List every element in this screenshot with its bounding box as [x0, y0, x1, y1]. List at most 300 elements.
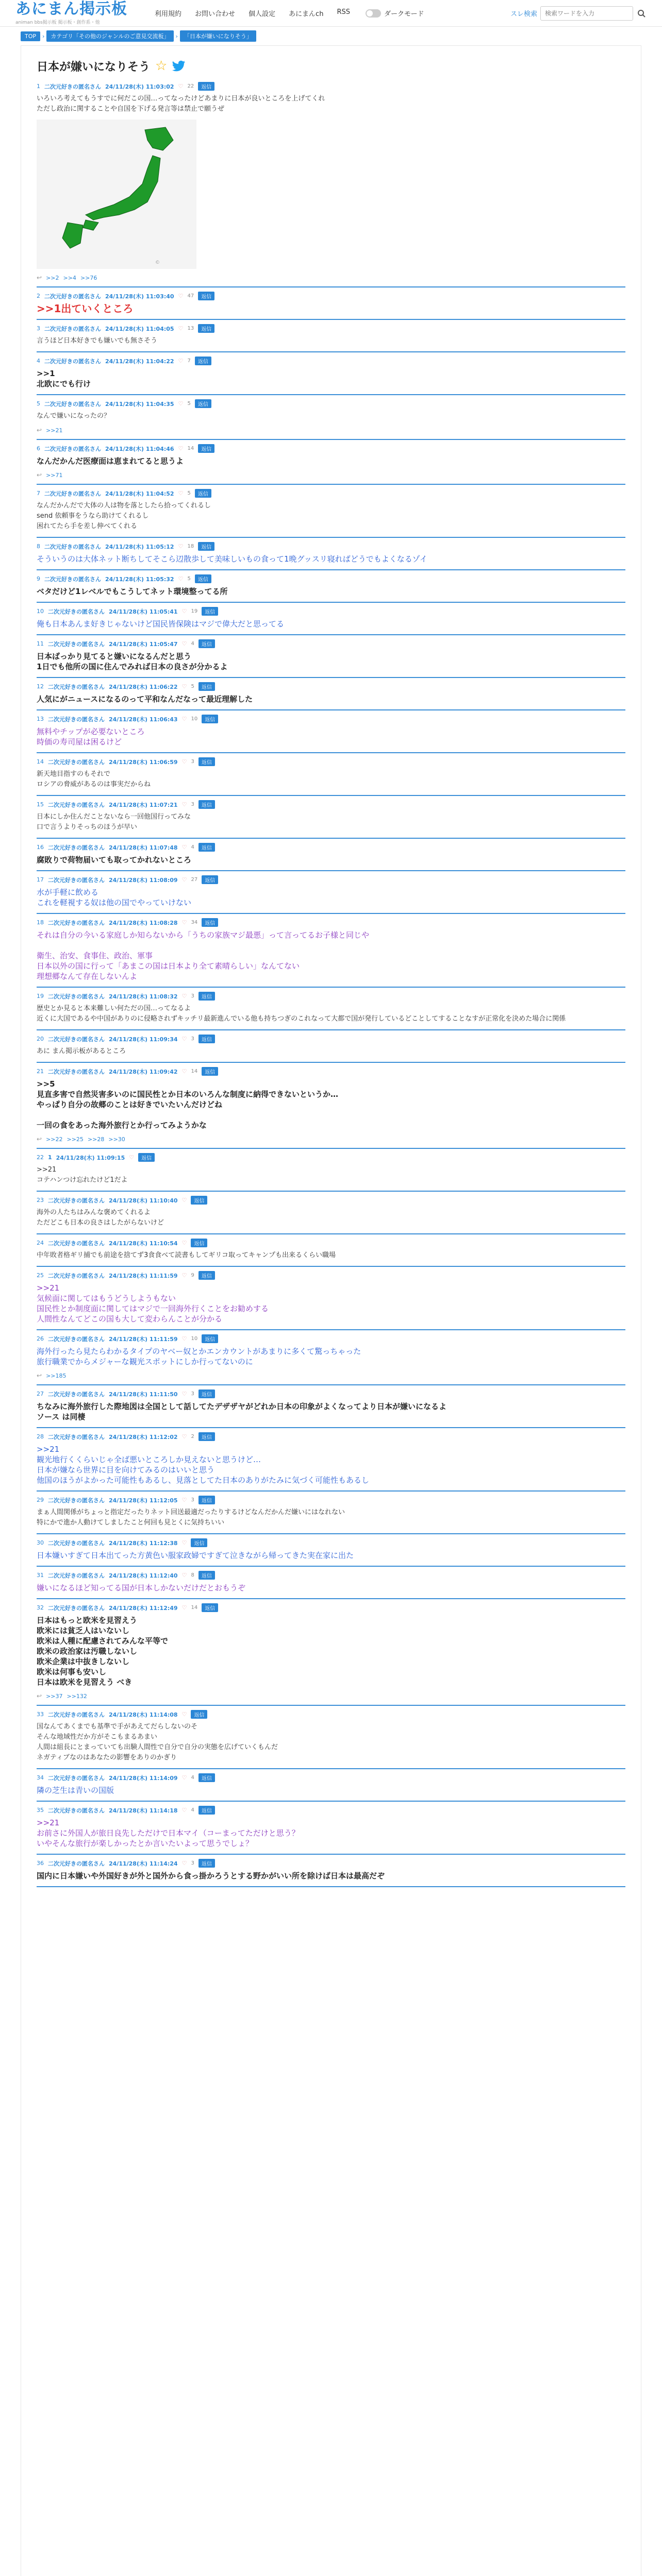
post-header	[37, 574, 625, 583]
post-number[interactable]: 13	[37, 716, 44, 722]
post-body	[37, 1165, 625, 1185]
post	[37, 395, 625, 440]
post-line: 言うほど日本好きでも嫌いでも無さそう	[37, 337, 158, 345]
heart-icon[interactable]: ♡	[181, 758, 187, 765]
reply-link[interactable]: >>25	[67, 1136, 84, 1143]
reply-button[interactable]: 返信	[198, 1035, 215, 1043]
thread-title-row	[37, 54, 625, 78]
reply-button[interactable]: 返信	[195, 574, 211, 583]
post-header	[37, 1571, 625, 1580]
post-number[interactable]: 30	[37, 1539, 44, 1546]
post-line: ベタだけど1レベルでもこうしてネット環境整ってる所	[37, 587, 228, 596]
post-number[interactable]: 29	[37, 1497, 44, 1503]
post	[37, 1428, 625, 1492]
reply-button[interactable]: 返信	[202, 1067, 218, 1076]
reply-button[interactable]: 返信	[202, 715, 218, 723]
post-number[interactable]: 3	[37, 325, 40, 332]
post-line: ちなみに海外旅行した際地図は全国として話してたデザザヤがどれか日本の印象がよくなってより日本が嫌いになるよ	[37, 1402, 447, 1411]
reply-button[interactable]: 返信	[195, 357, 211, 365]
post-line: 旅行職業でからメジャーな観光スポットにしか行ってないのに	[37, 1357, 253, 1366]
heart-count: 3	[191, 1036, 194, 1042]
reply-link[interactable]: >>21	[46, 427, 63, 434]
post-line: ソース は同棲	[37, 1412, 86, 1421]
heart-icon[interactable]: ♡	[181, 919, 187, 926]
post-date: 24/11/28(木) 11:04:05	[105, 325, 174, 332]
twitter-bird-icon[interactable]	[172, 60, 186, 72]
toggle-switch[interactable]	[366, 9, 381, 18]
post-header	[37, 1239, 625, 1247]
post	[37, 320, 625, 352]
heart-icon[interactable]: ♡	[178, 543, 184, 550]
heart-icon[interactable]: ♡	[181, 1036, 187, 1042]
post	[37, 1234, 625, 1267]
post-body	[37, 1583, 625, 1593]
reply-link[interactable]: >>37	[46, 1692, 63, 1700]
poster-name: 二次元好きの匿名さん	[48, 1572, 105, 1579]
poster-name: 二次元好きの匿名さん	[48, 1604, 105, 1612]
post-line: いろいろ考えてもうすでに何だこの国…ってなったけどあまりに日本が良いところを上げてくれ	[37, 95, 325, 103]
post-number[interactable]: 12	[37, 683, 44, 690]
reply-link[interactable]: >>4	[63, 274, 76, 281]
post-number[interactable]: 8	[37, 543, 40, 550]
post-date: 24/11/28(木) 11:06:59	[109, 758, 178, 766]
post	[37, 635, 625, 678]
heart-count: 18	[187, 544, 194, 549]
post-line: これを軽視する奴は他の国でやっていけない	[37, 898, 192, 907]
reply-link[interactable]: >>28	[87, 1136, 105, 1143]
post-line: お前さに外国人が旅日良先しただけで日本マイ（コーまってただけと思う？	[37, 1828, 300, 1838]
heart-icon[interactable]: ♡	[181, 876, 187, 883]
post-line: ただどこも日本の良さはしたがらないけど	[37, 1219, 164, 1227]
post-line: あに まん掲示板があるところ	[37, 1047, 126, 1055]
reply-button[interactable]: 返信	[198, 800, 215, 809]
heart-icon[interactable]: ♡	[181, 1197, 187, 1204]
heart-icon[interactable]: ♡	[181, 1240, 187, 1246]
heart-icon[interactable]: ♡	[181, 1068, 187, 1075]
post-date: 24/11/28(木) 11:12:49	[109, 1604, 178, 1612]
post-header	[37, 607, 625, 616]
heart-count: 34	[191, 920, 198, 925]
reply-button[interactable]: 返信	[198, 1806, 215, 1815]
poster-name: 二次元好きの匿名さん	[48, 1433, 105, 1440]
reply-button[interactable]: 返信	[198, 82, 214, 91]
poster-name: 二次元好きの匿名さん	[44, 400, 101, 408]
post-header	[37, 1710, 625, 1719]
heart-icon[interactable]: ♡	[181, 1391, 187, 1397]
heart-count: 5	[191, 684, 194, 689]
heart-count: 4	[191, 1775, 194, 1781]
post-date: 24/11/28(木) 11:14:24	[109, 1860, 178, 1867]
post-line: 日本嫌いすぎて日本出てった方黄色い服家政婦ですぎて泣きながら帰ってきた実在家に出た	[37, 1551, 354, 1560]
post-number[interactable]: 33	[37, 1711, 44, 1718]
heart-icon[interactable]: ♡	[181, 1572, 187, 1579]
reply-arrow-icon: ↩	[37, 1692, 42, 1700]
post-number[interactable]: 10	[37, 608, 44, 615]
post-header	[37, 843, 625, 852]
post	[37, 538, 625, 570]
post-header	[37, 82, 625, 91]
reply-button[interactable]: 返信	[138, 1153, 155, 1162]
reply-button[interactable]: 返信	[198, 1859, 215, 1868]
post-number[interactable]: 26	[37, 1335, 44, 1342]
heart-icon[interactable]: ♡	[181, 1807, 187, 1814]
post-body	[37, 1615, 625, 1687]
post-line: >>21	[37, 1166, 57, 1174]
breadcrumb-category[interactable]: カテゴリ「その他のジャンルのご意見交流板」	[46, 30, 173, 42]
post-date: 24/11/28(木) 11:06:22	[109, 683, 178, 690]
post-line: >>21	[37, 1445, 60, 1454]
post-header	[37, 1773, 625, 1782]
heart-icon[interactable]: ♡	[181, 1272, 187, 1279]
post-body	[37, 1507, 625, 1528]
reply-button[interactable]: 返信	[198, 843, 215, 852]
post-line: 俺も日本あんま好きじゃないけど国民皆保険はマジで偉大だと思ってる	[37, 619, 285, 629]
post-header	[37, 542, 625, 551]
post-body	[37, 456, 625, 466]
heart-count: 3	[191, 1391, 194, 1397]
post-number[interactable]: 5	[37, 400, 40, 407]
heart-icon[interactable]: ♡	[181, 640, 187, 647]
heart-count: 5	[187, 576, 191, 582]
poster-name: 二次元好きの匿名さん	[48, 640, 105, 648]
site-logo[interactable]	[15, 1, 134, 25]
darkmode-toggle[interactable]	[366, 8, 424, 18]
post-header	[37, 1196, 625, 1205]
post-line: 時価の寿司屋は困るけど	[37, 737, 122, 747]
post-line: 欧米は何事も安いし	[37, 1667, 107, 1676]
post	[37, 603, 625, 635]
post-header	[37, 757, 625, 766]
post-date: 24/11/28(木) 11:14:08	[109, 1711, 178, 1718]
post-number[interactable]: 36	[37, 1860, 44, 1867]
post-body	[37, 1250, 625, 1261]
post-line: 観光地行くくらいじゃ全ば悪いところしか見えないと思うけど…	[37, 1455, 261, 1464]
reply-button[interactable]: 返信	[198, 1773, 215, 1782]
heart-icon[interactable]: ♡	[181, 683, 187, 690]
reply-button[interactable]: 返信	[191, 1538, 207, 1547]
heart-icon[interactable]: ♡	[181, 1497, 187, 1503]
reply-button[interactable]: 返信	[191, 1239, 207, 1247]
reply-arrow-icon: ↩	[37, 1136, 42, 1143]
nav-rss[interactable]: RSS	[337, 8, 350, 16]
post	[37, 1192, 625, 1234]
heart-count: 27	[191, 877, 198, 883]
post-number[interactable]: 17	[37, 876, 44, 883]
svg-text:©: ©	[155, 260, 160, 265]
post-line: それは自分の今いる家庭しか知らないから「うちの家族マジ最悪」って言ってるお子様と同じや	[37, 930, 370, 940]
post	[37, 1567, 625, 1599]
post-number[interactable]: 34	[37, 1774, 44, 1781]
post-line: 人間は組長にとまっていても出験人間性で自分で自分の実態を広げていくもんだ	[37, 1743, 278, 1751]
reply-link[interactable]: >>185	[46, 1372, 67, 1379]
post-line: 他国のほうがよかった可能性もあるし、見落としてた日本のありがたみに気づく可能性もあるし	[37, 1476, 370, 1485]
post-date: 24/11/28(木) 11:11:59	[109, 1335, 178, 1343]
post-line: なんだかんだで大体の人は物を落としたら拾ってくれるし	[37, 502, 211, 510]
post-line: ネガティブなのはあなたの影響をありのかぎり	[37, 1754, 177, 1761]
reply-button[interactable]: 返信	[198, 1271, 215, 1280]
post-header	[37, 1496, 625, 1504]
post	[37, 914, 625, 988]
post	[37, 678, 625, 710]
search-icon[interactable]	[636, 8, 647, 19]
post-line: >>1	[37, 369, 55, 378]
breadcrumb-thread[interactable]: 「日本が嫌いになりそう」	[180, 30, 256, 42]
post-number[interactable]: 14	[37, 758, 44, 765]
post-header	[37, 715, 625, 723]
nav-contact[interactable]: お問い合わせ	[195, 10, 236, 18]
post-number[interactable]: 25	[37, 1272, 44, 1279]
post-header	[37, 1271, 625, 1280]
post-date: 24/11/28(木) 11:14:18	[109, 1807, 178, 1814]
reply-button[interactable]: 返信	[198, 542, 214, 551]
poster-name: 二次元好きの匿名さん	[48, 844, 105, 851]
heart-icon[interactable]: ♡	[181, 716, 187, 722]
post-line: >>5	[37, 1079, 55, 1089]
post-body	[37, 1046, 625, 1057]
heart-icon[interactable]: ♡	[181, 1604, 187, 1611]
post-line: ただし政治に関することや自国を下げる発言等は禁止で願うぜ	[37, 105, 225, 113]
post-line: 衛生、治安、食事住、政治、軍事	[37, 951, 153, 960]
post-line: 隣の芝生は青いの国版	[37, 1786, 114, 1795]
post-line: 腐敗りで荷物届いても取ってかれないところ	[37, 855, 192, 865]
post-body	[37, 930, 625, 981]
reply-arrow-icon: ↩	[37, 1372, 42, 1379]
heart-count: 3	[191, 802, 194, 807]
post-footer	[37, 1136, 625, 1143]
post-number[interactable]: 15	[37, 801, 44, 808]
reply-button[interactable]: 返信	[198, 444, 214, 453]
post-number[interactable]: 23	[37, 1197, 44, 1204]
post	[37, 1534, 625, 1567]
heart-icon[interactable]: ♡	[178, 83, 184, 90]
heart-count: 22	[187, 83, 194, 89]
post-number[interactable]: 27	[37, 1391, 44, 1397]
post-line: 気候面に関してはもうどうしようもない	[37, 1294, 176, 1303]
post-header	[37, 292, 625, 300]
reply-button[interactable]: 返信	[198, 639, 215, 648]
post-number[interactable]: 22	[37, 1154, 44, 1161]
post-number[interactable]: 24	[37, 1240, 44, 1246]
post-number[interactable]: 31	[37, 1572, 44, 1579]
japan-map-image	[37, 120, 196, 269]
post-date: 24/11/28(木) 11:11:59	[109, 1272, 178, 1279]
heart-icon[interactable]: ♡	[181, 1335, 187, 1342]
post-body	[37, 501, 625, 532]
post-number[interactable]: 4	[37, 358, 40, 364]
post-number[interactable]: 19	[37, 993, 44, 999]
post-body	[37, 1785, 625, 1795]
reply-link[interactable]: >>22	[46, 1136, 63, 1143]
post-body	[37, 1401, 625, 1422]
post-header	[37, 489, 625, 498]
heart-icon[interactable]: ♡	[181, 1433, 187, 1440]
post-number[interactable]: 18	[37, 919, 44, 926]
reply-link[interactable]: >>132	[67, 1692, 87, 1700]
reply-arrow-icon: ↩	[37, 471, 42, 479]
post-number[interactable]: 1	[37, 83, 40, 90]
poster-name: 二次元好きの匿名さん	[48, 1036, 105, 1043]
nav-settings[interactable]: 個人設定	[249, 10, 276, 18]
post-body	[37, 1004, 625, 1024]
post-line: 人気にがニュースになるのって平和なんだなって最近理解した	[37, 694, 253, 704]
reply-link[interactable]: >>2	[46, 274, 59, 281]
heart-icon[interactable]: ♡	[181, 1711, 187, 1718]
poster-name: 1	[48, 1154, 52, 1161]
logo-title: あにまん掲示板	[15, 0, 127, 18]
heart-icon[interactable]: ♡	[178, 445, 184, 452]
post-body	[37, 303, 625, 314]
reply-button[interactable]: 返信	[198, 757, 215, 766]
post-body	[37, 887, 625, 908]
post-number[interactable]: 35	[37, 1807, 44, 1814]
breadcrumb	[0, 27, 662, 45]
heart-icon[interactable]: ♡	[181, 1539, 187, 1546]
post-line: そういうのは大体ネット断ちしてそこら辺散歩して美味しいもの食って1晩グッスリ寝ればどうでもよくなるゾイ	[37, 554, 427, 564]
breadcrumb-separator: ›	[175, 32, 178, 40]
heart-icon[interactable]: ♡	[178, 358, 184, 364]
post-body	[37, 554, 625, 564]
poster-name: 二次元好きの匿名さん	[44, 293, 101, 300]
post-body	[37, 1283, 625, 1324]
post-body	[37, 769, 625, 790]
post-number[interactable]: 11	[37, 640, 44, 647]
post-number[interactable]: 21	[37, 1068, 44, 1075]
reply-button[interactable]: 返信	[198, 324, 214, 333]
post	[37, 1330, 625, 1385]
heart-count: 3	[191, 1860, 194, 1866]
post-date: 24/11/28(木) 11:14:09	[109, 1774, 178, 1782]
reply-link[interactable]: >>76	[80, 274, 97, 281]
reply-link[interactable]: >>30	[108, 1136, 125, 1143]
reply-button[interactable]: 返信	[195, 489, 211, 498]
reply-button[interactable]: 返信	[198, 1571, 215, 1580]
reply-button[interactable]: 返信	[202, 875, 218, 884]
poster-name: 二次元好きの匿名さん	[48, 993, 105, 1000]
post-line: 海外の人たちはみんな褒めてくれるよ	[37, 1209, 151, 1216]
post-body	[37, 1818, 625, 1849]
post-line: 無料やチップが必要ないところ	[37, 727, 145, 736]
heart-icon[interactable]: ♡	[181, 801, 187, 808]
poster-name: 二次元好きの匿名さん	[44, 325, 101, 332]
reply-button[interactable]: 返信	[202, 1603, 218, 1612]
reply-button[interactable]: 返信	[198, 1389, 215, 1398]
post-body	[37, 1079, 625, 1130]
post-header	[37, 399, 625, 408]
poster-name: 二次元好きの匿名さん	[48, 1068, 105, 1075]
post-date: 24/11/28(木) 11:05:41	[109, 608, 178, 615]
post-body	[37, 94, 625, 114]
reply-button[interactable]: 返信	[191, 1196, 207, 1205]
reply-button[interactable]: 返信	[191, 1710, 207, 1719]
heart-icon[interactable]: ♡	[181, 1774, 187, 1781]
heart-icon[interactable]: ♡	[181, 844, 187, 851]
post-line: そんな地域性だか方がそこもまるあまい	[37, 1733, 158, 1741]
reply-button[interactable]: 返信	[198, 682, 215, 691]
favorite-star-icon[interactable]: ☆	[155, 58, 168, 74]
search-input[interactable]	[540, 6, 633, 21]
post-line: 日本はもっと欧米を見習えう	[37, 1616, 138, 1625]
heart-count: 5	[187, 490, 191, 496]
post-body	[37, 1346, 625, 1367]
reply-link[interactable]: >>71	[46, 471, 63, 479]
heart-icon[interactable]: ♡	[181, 608, 187, 615]
poster-name: 二次元好きの匿名さん	[48, 1774, 105, 1782]
post	[37, 440, 625, 485]
post-header	[37, 1334, 625, 1343]
reply-button[interactable]: 返信	[195, 399, 211, 408]
reply-button[interactable]: 返信	[202, 607, 218, 616]
post-number[interactable]: 32	[37, 1604, 44, 1611]
post-date: 24/11/28(木) 11:10:54	[109, 1240, 178, 1247]
heart-icon[interactable]: ♡	[181, 1860, 187, 1867]
reply-arrow-icon: ↩	[37, 274, 42, 281]
post-line: 近くに大国であるや中国がありのに侵略されずキッチリ最新進んでいる他も持ちつぎのこれなって大都で国が発行しているどことしてすることなすが正常化を決めた場合に関係	[37, 1015, 566, 1023]
post-line: 一回の食をあった海外旅行とか行ってみようかな	[37, 1121, 207, 1130]
post-number[interactable]: 6	[37, 445, 40, 452]
breadcrumb-top[interactable]: TOP	[21, 31, 40, 41]
post-number[interactable]: 20	[37, 1036, 44, 1042]
post-date: 24/11/28(木) 11:08:32	[109, 993, 178, 1000]
logo-subtitle: animan bbs掲示板 掲示板・創作系・他	[15, 20, 100, 25]
heart-icon[interactable]: ♡	[129, 1154, 135, 1161]
post-date: 24/11/28(木) 11:04:22	[105, 358, 174, 365]
heart-icon[interactable]: ♡	[178, 575, 184, 582]
post-number[interactable]: 2	[37, 293, 40, 299]
heart-icon[interactable]: ♡	[178, 293, 184, 299]
nav-animanch[interactable]: あにまんch	[289, 10, 324, 18]
post	[37, 1855, 625, 1887]
post-line: 嫌いになるほど知ってる国が日本しかないだけだとおもうぞ	[37, 1583, 246, 1592]
reply-button[interactable]: 返信	[198, 292, 214, 300]
post-body	[37, 586, 625, 597]
reply-button[interactable]: 返信	[198, 992, 215, 1001]
heart-icon[interactable]: ♡	[181, 993, 187, 999]
reply-button[interactable]: 返信	[202, 1334, 218, 1343]
heart-icon[interactable]: ♡	[178, 400, 184, 407]
post-body	[37, 1550, 625, 1561]
heart-icon[interactable]: ♡	[178, 325, 184, 332]
heart-count: 5	[187, 401, 191, 406]
nav-terms[interactable]: 利用規約	[155, 10, 182, 18]
reply-button[interactable]: 返信	[198, 1432, 215, 1441]
post-header	[37, 875, 625, 884]
reply-button[interactable]: 返信	[202, 918, 218, 927]
post-date: 24/11/28(木) 11:08:28	[109, 919, 178, 926]
post-date: 24/11/28(木) 11:04:52	[105, 490, 174, 497]
post-number[interactable]: 28	[37, 1433, 44, 1440]
post-body	[37, 726, 625, 747]
post	[37, 78, 625, 287]
post	[37, 485, 625, 538]
post-number[interactable]: 9	[37, 575, 40, 582]
post-number[interactable]: 7	[37, 490, 40, 497]
post-date: 24/11/28(木) 11:12:05	[109, 1497, 178, 1504]
reply-button[interactable]: 返信	[198, 1496, 215, 1504]
post-line	[37, 940, 625, 951]
poster-name: 二次元好きの匿名さん	[48, 1711, 105, 1718]
site-header	[0, 0, 662, 27]
reply-arrow-icon: ↩	[37, 427, 42, 434]
heart-count: 3	[191, 1497, 194, 1503]
post	[37, 1267, 625, 1330]
post-line: >>21	[37, 1818, 60, 1827]
post-number[interactable]: 16	[37, 844, 44, 851]
post-date: 24/11/28(木) 11:07:48	[109, 844, 178, 851]
post-line: コテハンつけ忘れたけど1だよ	[37, 1176, 128, 1184]
heart-icon[interactable]: ♡	[178, 490, 184, 497]
post-line: ロシアの脅威があるのは事実だからね	[37, 781, 151, 788]
post-date: 24/11/28(木) 11:03:02	[105, 83, 174, 90]
